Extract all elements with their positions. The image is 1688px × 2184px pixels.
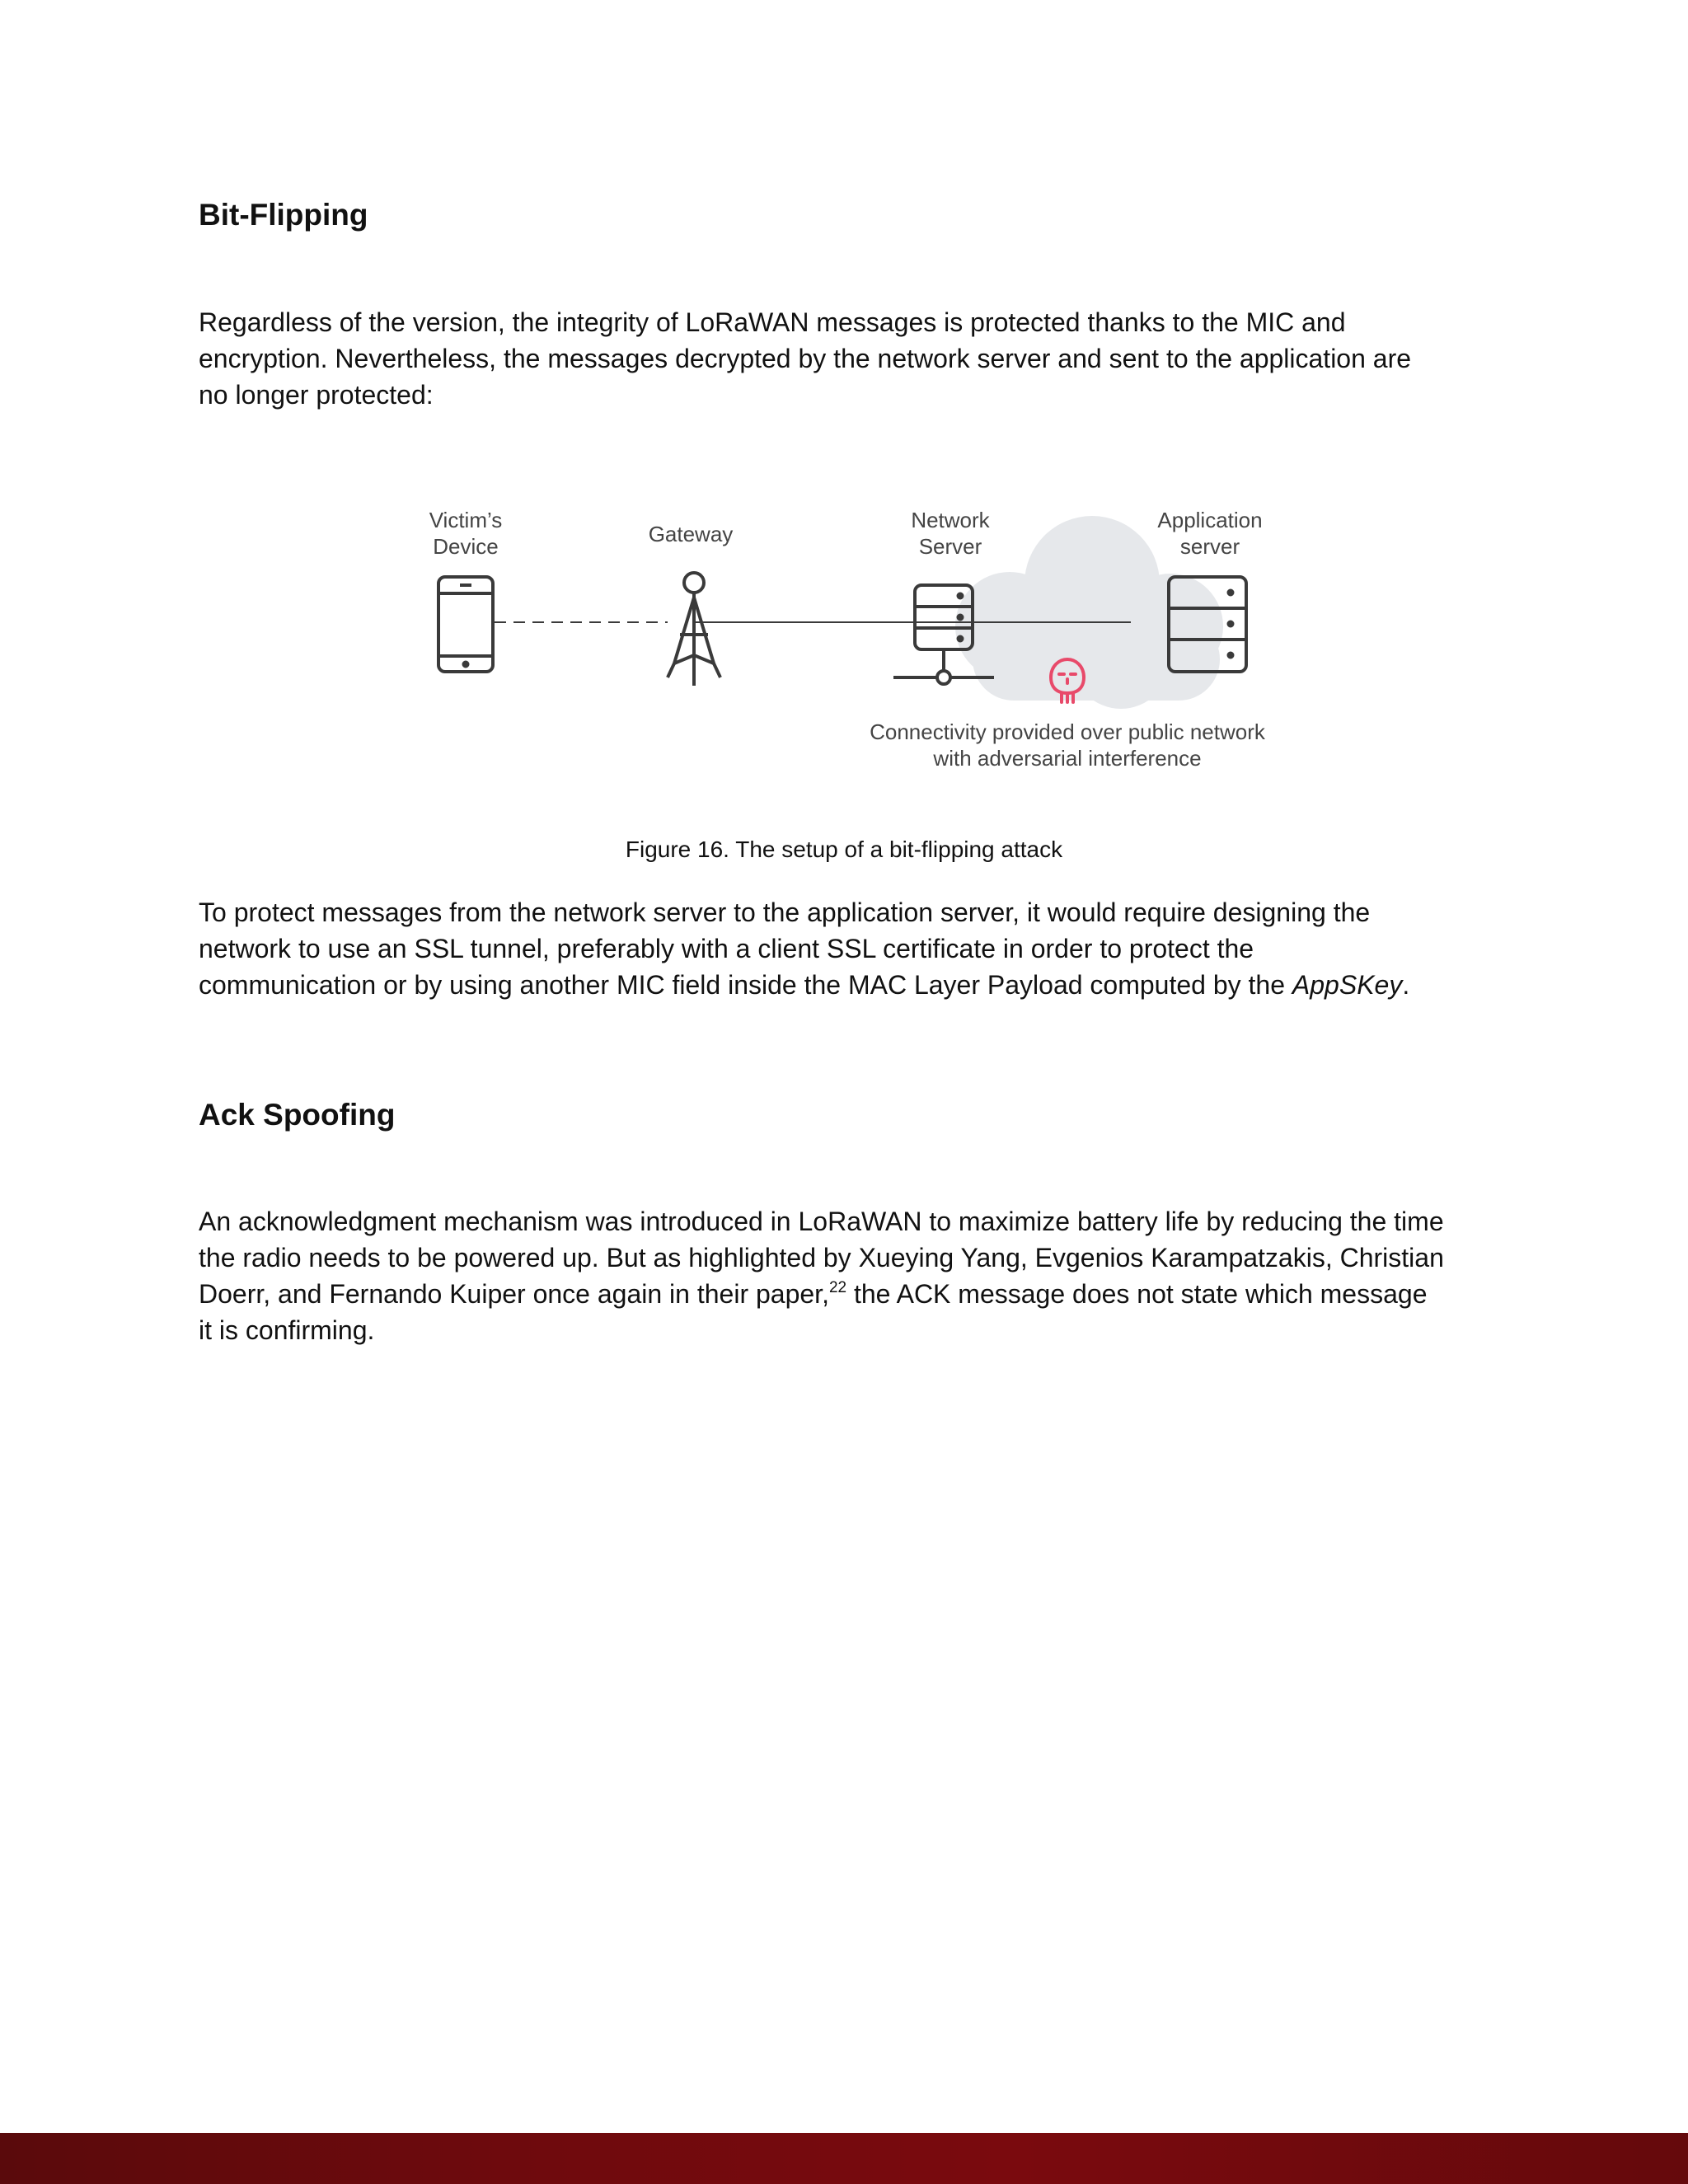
text-run: the ACK message does not state which message: [846, 1279, 1428, 1309]
bit-flipping-protection-paragraph: [199, 894, 1501, 1003]
network-server-label-line2: Server: [918, 534, 982, 559]
application-server-label-line1: Application: [1157, 508, 1263, 532]
paragraph-line: no longer protected:: [199, 380, 434, 410]
paragraph-line: network to use an SSL tunnel, preferably with a client SSL certificate in order to protect the: [199, 934, 1254, 963]
text-run: communication or by using another MIC field inside the MAC Layer Payload computed by the: [199, 970, 1292, 1000]
ack-spoofing-paragraph: [199, 1203, 1501, 1348]
paragraph-line: encryption. Nevertheless, the messages decrypted by the network server and sent to the application are: [199, 344, 1412, 373]
gateway-tower-icon: [668, 573, 720, 686]
section-heading-ack-spoofing: Ack Spoofing: [199, 1098, 396, 1132]
footer-bar: [0, 2133, 1688, 2184]
text-run: .: [1402, 970, 1410, 1000]
paragraph-line: To protect messages from the network server to the application server, it would require designing the: [199, 898, 1371, 927]
network-server-label-line1: Network: [911, 508, 990, 532]
section-heading-bit-flipping: Bit-Flipping: [199, 198, 368, 232]
figure-caption: Figure 16. The setup of a bit-flipping attack: [625, 837, 1063, 862]
gateway-label: Gateway: [648, 522, 734, 546]
appskey-term: AppSKey: [1292, 970, 1403, 1000]
paragraph-line: An acknowledgment mechanism was introduced in LoRaWAN to maximize battery life by reducing the time: [199, 1207, 1444, 1236]
paragraph-line: [199, 967, 1501, 1003]
bit-flipping-intro-paragraph: [199, 304, 1501, 413]
victim-device-label-line2: Device: [433, 534, 499, 559]
paragraph-line: [199, 1276, 1501, 1312]
application-server-label-line2: server: [1179, 534, 1240, 559]
paragraph-line: the radio needs to be powered up. But as highlighted by Xueying Yang, Evgenios Karampatzakis, Christian: [199, 1243, 1444, 1272]
cloud-note-line1: Connectivity provided over public network: [870, 719, 1265, 744]
footnote-reference[interactable]: 22: [828, 1279, 847, 1296]
phone-icon: [438, 577, 493, 672]
paragraph-line: it is confirming.: [199, 1315, 375, 1345]
paragraph-line: Regardless of the version, the integrity of LoRaWAN messages is protected thanks to the MIC and: [199, 307, 1346, 337]
cloud-note-line2: with adversarial interference: [933, 746, 1202, 771]
bit-flipping-diagram: [396, 494, 1302, 783]
victim-device-label-line1: Victim’s: [429, 508, 503, 532]
text-run: Doerr, and Fernando Kuiper once again in their paper,: [199, 1279, 829, 1309]
